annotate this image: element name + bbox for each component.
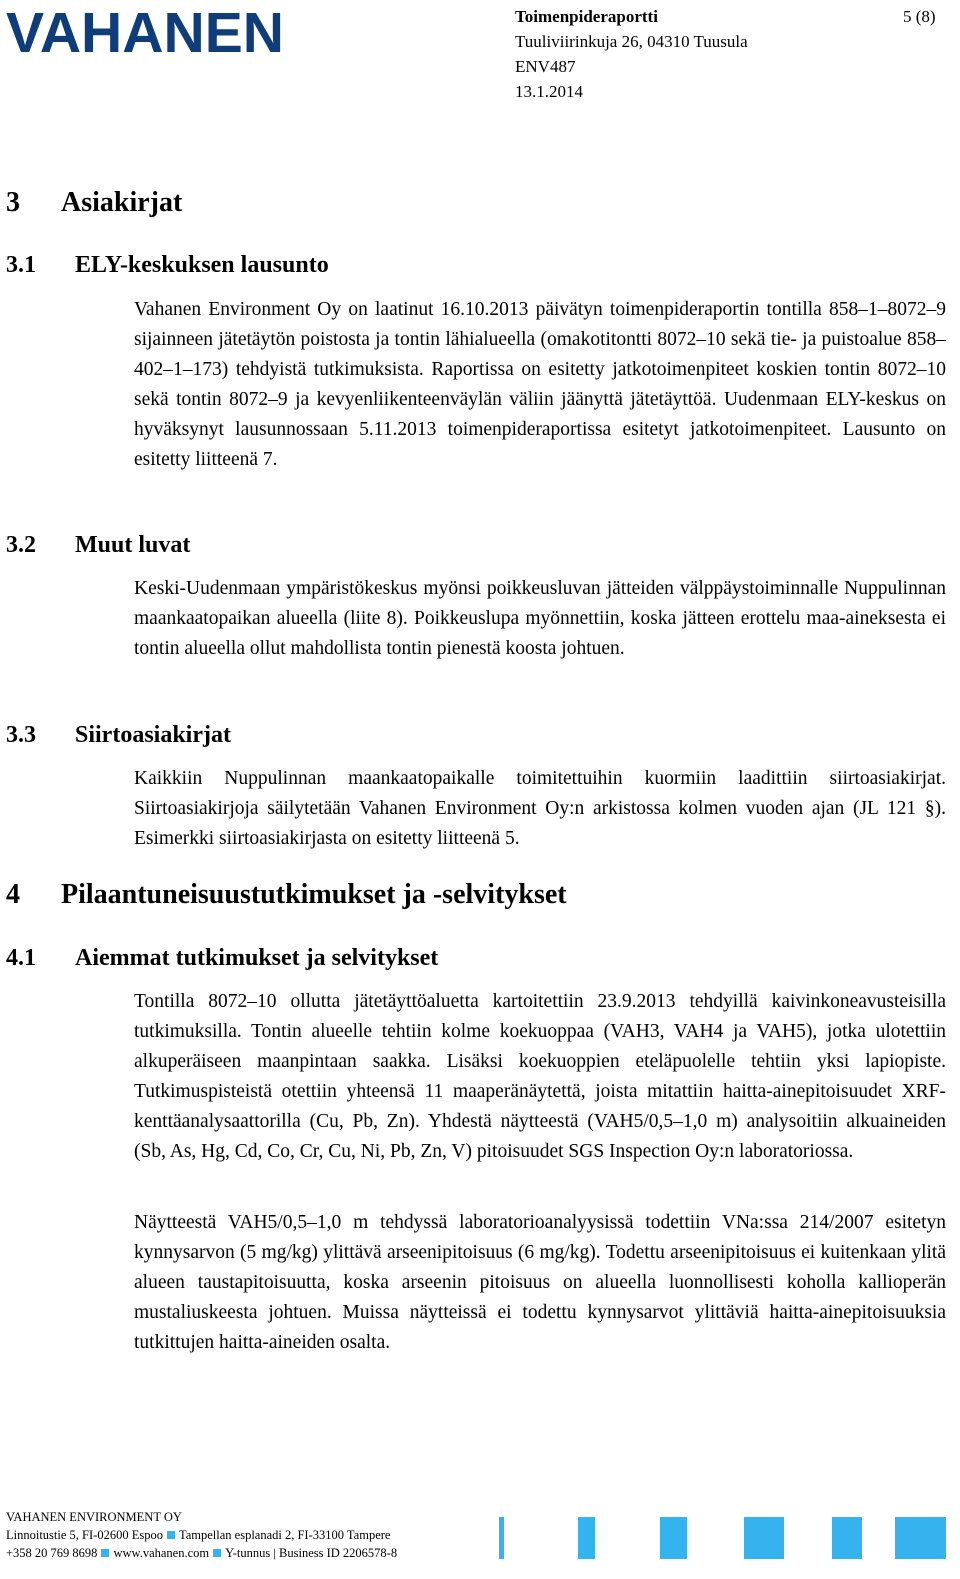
section-number: 4 [6, 879, 20, 910]
section-title: Siirtoasiakirjat [75, 722, 231, 748]
paragraph-previous-studies: Tontilla 8072–10 ollutta jätetäyttöaluetta kartoitettiin 23.9.2013 tehdyillä kaivinkoneavusteisilla tutkimuksilla. Tontin alueelle tehtiin kolme koekuoppaa (VAH3, VAH4 ja VAH5), jotka ulotettiin alkuperäiseen maanpintaan saakka. Lisäksi koekuoppien eteläpuolelle tehtiin yksi lapiopiste. Tutkimuspisteistä otettiin yhteensä 11 maaperänäytettä, joista mitattiin haitta-ainepitoisuudet XRF-kenttäanalysaattorilla (Cu, Pb, Zn). Yhdestä näytteestä (VAH5/0,5–1,0 m) analysoitiin alkuaineiden (Sb, As, Hg, Cd, Co, Cr, Cu, Ni, Pb, Zn, V) pitoisuudet SGS Inspection Oy:n laboratoriossa. [134, 991, 946, 1162]
report-type: Toimenpideraportti [515, 7, 658, 26]
paragraph-transfer-documents: Kaikkiin Nuppulinnan maankaatopaikalle toimitettuihin kuormiin laadittiin siirtoasiakirjat. Siirtoasiakirjoja säilytetään Vahanen Environment Oy:n arkistossa kolmen vuoden ajan (JL 121 §). Esimerkki siirtoasiakirjasta on esitetty liitteenä 5. [134, 768, 946, 849]
decor-bar [832, 1517, 862, 1559]
page-number: 5 (8) [903, 7, 936, 26]
decor-bar [744, 1517, 784, 1559]
footer-website[interactable]: www.vahanen.com [113, 1546, 210, 1560]
paragraph-arsenic-finding: Näytteestä VAH5/0,5–1,0 m tehdyssä laboratorioanalyysissä todettiin VNa:ssa 214/2007 esitetyn kynnysarvon (5 mg/kg) ylittävä arseenipitoisuus (6 mg/kg). Todettu arseenipitoisuus ei kuitenkaan ylitä alueen taustapitoisuutta, koska arseenin pitoisuus on alueella luonnollisesti koholla kallioperän mustaliuskeesta johtuen. Muissa näytteissä ei todettu kynnysarvot ylittäviä haitta-ainepitoisuuksia tutkittujen haitta-aineiden osalta. [134, 1212, 946, 1353]
section-number: 3.1 [6, 252, 36, 278]
footer-company: VAHANEN ENVIRONMENT OY [6, 1510, 182, 1524]
section-title: Muut luvat [75, 532, 191, 558]
footer-phone: +358 20 769 8698 [6, 1546, 98, 1560]
section-title: Aiemmat tutkimukset ja selvitykset [75, 945, 439, 971]
section-number: 3 [6, 187, 20, 218]
footer-address-tampere: Tampellan esplanadi 2, FI-33100 Tampere [178, 1528, 391, 1542]
logo-text: VAHANEN [6, 4, 284, 60]
decor-bar [660, 1517, 687, 1559]
decor-bar [499, 1517, 504, 1559]
section-number: 3.2 [6, 532, 36, 558]
project-code: ENV487 [515, 57, 576, 76]
section-number: 4.1 [6, 945, 36, 971]
section-title: Asiakirjat [61, 187, 183, 218]
decor-bar [895, 1517, 946, 1559]
site-address: Tuuliviirinkuja 26, 04310 Tuusula [515, 32, 748, 51]
footer-address-espoo: Linnoitustie 5, FI-02600 Espoo [6, 1528, 163, 1542]
paragraph-ely-statement: Vahanen Environment Oy on laatinut 16.10.2013 päivätyn toimenpideraportin tontilla 858–1–8072–9 sijainneen jätetäytön poistosta ja tontin lähialueella (omakotitontti 8072–10 sekä tie- ja puistoalue 858–402–1–173) tehdyistä tutkimuksista. Raportissa on esitetty jatkotoimenpiteet koskien tontin 8072–10 sekä tontin 8072–9 ja kevyenliikenteenväylän väliin jäänyttä jätetäyttöä. Uudenmaan ELY-keskus on hyväksynyt lausunnossaan 5.11.2013 toimenpideraportissa esitetyt jatkotoimenpiteet. Lausunto on esitetty liitteenä 7. [134, 299, 946, 470]
section-number: 3.3 [6, 722, 36, 748]
decor-bar [578, 1517, 595, 1559]
paragraph-other-permits: Keski-Uudenmaan ympäristökeskus myönsi poikkeusluvan jätteiden välppäystoiminnalle Nuppulinnan maankaatopaikan alueella (liite 8). Poikkeuslupa myönnettiin, koska jätteen erottelu maa-aineksesta ei tontin alueella ollut mahdollista tontin pienestä koosta johtuen. [134, 578, 946, 659]
report-date: 13.1.2014 [515, 82, 583, 101]
section-title: Pilaantuneisuustutkimukset ja -selvitykset [61, 879, 567, 910]
section-title: ELY-keskuksen lausunto [75, 252, 329, 278]
footer-business-id: Y-tunnus | Business ID 2206578-8 [225, 1546, 398, 1560]
